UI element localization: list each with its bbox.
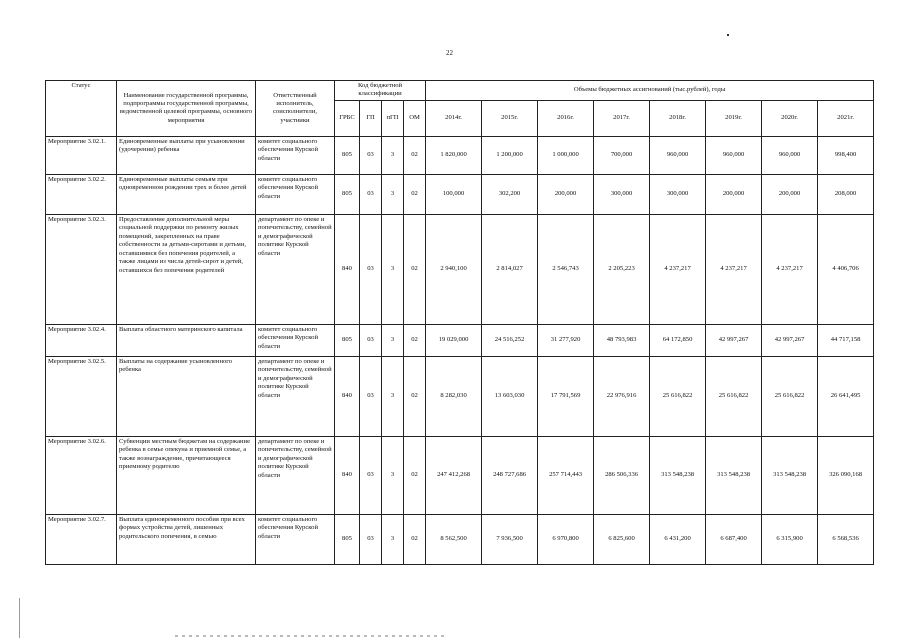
row-value: 6 825,600 bbox=[594, 514, 650, 564]
row-value: 25 616,822 bbox=[762, 356, 818, 436]
row-value: 19 029,000 bbox=[426, 324, 482, 356]
row-value: 100,000 bbox=[426, 174, 482, 214]
row-value: 2 814,027 bbox=[482, 214, 538, 324]
row-status: Мероприятие 3.02.4. bbox=[46, 324, 117, 356]
row-value: 313 548,238 bbox=[762, 436, 818, 514]
scan-dot bbox=[727, 34, 729, 36]
row-code: 02 bbox=[404, 174, 426, 214]
row-value: 257 714,443 bbox=[538, 436, 594, 514]
header-code-group: Код бюджетной классификации bbox=[335, 81, 426, 101]
row-code: 03 bbox=[360, 214, 382, 324]
row-value: 17 791,569 bbox=[538, 356, 594, 436]
row-name: Субвенции местным бюджетам на содержание ребенка в семье опекуна и приемной семье, а также вознаграждение, причитающееся приемному родителю bbox=[117, 436, 256, 514]
row-executor: департамент по опеке и попечительству, семейной и демографической политике Курской области bbox=[256, 214, 335, 324]
row-value: 998,400 bbox=[818, 136, 874, 174]
row-value: 2 940,100 bbox=[426, 214, 482, 324]
row-name: Единовременные выплаты при усыновлении (удочерении) ребенка bbox=[117, 136, 256, 174]
row-value: 300,000 bbox=[650, 174, 706, 214]
table-body bbox=[46, 136, 874, 564]
row-name: Единовременные выплаты семьям при одновременном рождении трех и более детей bbox=[117, 174, 256, 214]
row-value: 313 548,238 bbox=[650, 436, 706, 514]
row-code: 03 bbox=[360, 436, 382, 514]
row-code: 02 bbox=[404, 436, 426, 514]
row-code: 03 bbox=[360, 356, 382, 436]
header-year: 2016г. bbox=[538, 100, 594, 136]
row-value: 64 172,850 bbox=[650, 324, 706, 356]
row-code: 3 bbox=[382, 214, 404, 324]
row-code: 02 bbox=[404, 214, 426, 324]
row-code: 03 bbox=[360, 174, 382, 214]
header-year: 2021г. bbox=[818, 100, 874, 136]
row-code: 805 bbox=[335, 174, 360, 214]
header-year: 2015г. bbox=[482, 100, 538, 136]
row-value: 248 727,686 bbox=[482, 436, 538, 514]
row-code: 3 bbox=[382, 136, 404, 174]
table-row bbox=[46, 356, 874, 436]
row-value: 1 200,000 bbox=[482, 136, 538, 174]
row-code: 3 bbox=[382, 324, 404, 356]
row-code: 805 bbox=[335, 136, 360, 174]
row-value: 25 616,822 bbox=[706, 356, 762, 436]
scan-edge bbox=[19, 598, 20, 638]
header-year: 2019г. bbox=[706, 100, 762, 136]
row-value: 24 516,252 bbox=[482, 324, 538, 356]
table-row bbox=[46, 514, 874, 564]
row-code: 3 bbox=[382, 174, 404, 214]
row-code: 805 bbox=[335, 324, 360, 356]
row-code: 840 bbox=[335, 436, 360, 514]
row-code: 02 bbox=[404, 136, 426, 174]
header-executor: Ответственный исполнитель, соисполнители, участники bbox=[256, 81, 335, 137]
row-executor: комитет социального обеспечения Курской области bbox=[256, 174, 335, 214]
row-value: 200,000 bbox=[762, 174, 818, 214]
scan-smudge bbox=[175, 635, 445, 637]
table-row bbox=[46, 136, 874, 174]
row-name: Выплаты на содержание усыновленного ребенка bbox=[117, 356, 256, 436]
row-code: 3 bbox=[382, 356, 404, 436]
table-row bbox=[46, 436, 874, 514]
row-name: Предоставление дополнительной меры социальной поддержки по ремонту жилых помещений, закрепленных на праве собственности за детьми-сиротами и детьми, оставшимися без попечения родителей, а также лицами из числа детей-сирот и детей, оставшихся без попечения родителей bbox=[117, 214, 256, 324]
row-value: 42 997,267 bbox=[762, 324, 818, 356]
row-code: 3 bbox=[382, 514, 404, 564]
row-value: 13 603,030 bbox=[482, 356, 538, 436]
row-value: 26 641,495 bbox=[818, 356, 874, 436]
row-value: 25 616,822 bbox=[650, 356, 706, 436]
row-value: 200,000 bbox=[538, 174, 594, 214]
row-value: 8 562,500 bbox=[426, 514, 482, 564]
row-code: 02 bbox=[404, 356, 426, 436]
row-value: 1 000,000 bbox=[538, 136, 594, 174]
table-row bbox=[46, 324, 874, 356]
row-code: 02 bbox=[404, 514, 426, 564]
row-value: 1 820,000 bbox=[426, 136, 482, 174]
table-header bbox=[46, 81, 874, 137]
row-value: 4 237,217 bbox=[650, 214, 706, 324]
row-value: 7 936,500 bbox=[482, 514, 538, 564]
row-code: 02 bbox=[404, 324, 426, 356]
row-name: Выплата областного материнского капитала bbox=[117, 324, 256, 356]
row-value: 700,000 bbox=[594, 136, 650, 174]
header-year: 2018г. bbox=[650, 100, 706, 136]
row-executor: департамент по опеке и попечительству, семейной и демографической политике Курской области bbox=[256, 436, 335, 514]
row-code: 840 bbox=[335, 214, 360, 324]
row-value: 48 793,983 bbox=[594, 324, 650, 356]
row-code: 03 bbox=[360, 136, 382, 174]
row-value: 6 970,800 bbox=[538, 514, 594, 564]
header-year: 2017г. bbox=[594, 100, 650, 136]
page-number: 22 bbox=[446, 49, 453, 57]
row-name: Выплата единовременного пособия при всех формах устройства детей, лишенных родительского попечения, в семью bbox=[117, 514, 256, 564]
row-executor: комитет социального обеспечения Курской области bbox=[256, 136, 335, 174]
row-value: 2 546,743 bbox=[538, 214, 594, 324]
row-value: 302,200 bbox=[482, 174, 538, 214]
header-volumes-group: Объемы бюджетных ассигнований (тыс.рублей), годы bbox=[426, 81, 874, 101]
row-code: 805 bbox=[335, 514, 360, 564]
row-executor: комитет социального обеспечения Курской области bbox=[256, 514, 335, 564]
row-executor: комитет социального обеспечения Курской области bbox=[256, 324, 335, 356]
row-value: 8 282,030 bbox=[426, 356, 482, 436]
row-code: 03 bbox=[360, 514, 382, 564]
row-status: Мероприятие 3.02.5. bbox=[46, 356, 117, 436]
header-code-col: ГП bbox=[360, 100, 382, 136]
row-value: 42 997,267 bbox=[706, 324, 762, 356]
row-value: 6 687,400 bbox=[706, 514, 762, 564]
row-code: 3 bbox=[382, 436, 404, 514]
row-status: Мероприятие 3.02.3. bbox=[46, 214, 117, 324]
row-value: 6 431,200 bbox=[650, 514, 706, 564]
row-value: 200,000 bbox=[706, 174, 762, 214]
row-value: 300,000 bbox=[594, 174, 650, 214]
row-value: 960,000 bbox=[650, 136, 706, 174]
row-value: 6 568,536 bbox=[818, 514, 874, 564]
row-value: 247 412,268 bbox=[426, 436, 482, 514]
row-value: 313 548,238 bbox=[706, 436, 762, 514]
row-value: 6 315,900 bbox=[762, 514, 818, 564]
header-year: 2020г. bbox=[762, 100, 818, 136]
budget-table bbox=[45, 80, 874, 565]
header-code-col: ГРБС bbox=[335, 100, 360, 136]
row-value: 4 237,217 bbox=[762, 214, 818, 324]
row-value: 286 506,336 bbox=[594, 436, 650, 514]
row-value: 208,000 bbox=[818, 174, 874, 214]
header-year: 2014г. bbox=[426, 100, 482, 136]
header-status: Статус bbox=[46, 81, 117, 137]
header-code-col: пГП bbox=[382, 100, 404, 136]
row-status: Мероприятие 3.02.1. bbox=[46, 136, 117, 174]
row-status: Мероприятие 3.02.2. bbox=[46, 174, 117, 214]
row-value: 4 406,706 bbox=[818, 214, 874, 324]
row-status: Мероприятие 3.02.6. bbox=[46, 436, 117, 514]
row-value: 960,000 bbox=[706, 136, 762, 174]
header-code-col: ОМ bbox=[404, 100, 426, 136]
row-value: 326 090,168 bbox=[818, 436, 874, 514]
row-code: 03 bbox=[360, 324, 382, 356]
row-value: 4 237,217 bbox=[706, 214, 762, 324]
row-value: 22 976,916 bbox=[594, 356, 650, 436]
header-name: Наименование государственной программы, подпрограммы государственной программы, ведомственной целевой программы, основного мероприятия bbox=[117, 81, 256, 137]
row-value: 31 277,920 bbox=[538, 324, 594, 356]
row-value: 44 717,158 bbox=[818, 324, 874, 356]
row-executor: департамент по опеке и попечительству, семейной и демографической политике Курской области bbox=[256, 356, 335, 436]
table-row bbox=[46, 174, 874, 214]
row-status: Мероприятие 3.02.7. bbox=[46, 514, 117, 564]
row-value: 960,000 bbox=[762, 136, 818, 174]
row-code: 840 bbox=[335, 356, 360, 436]
row-value: 2 205,223 bbox=[594, 214, 650, 324]
table-row bbox=[46, 214, 874, 324]
